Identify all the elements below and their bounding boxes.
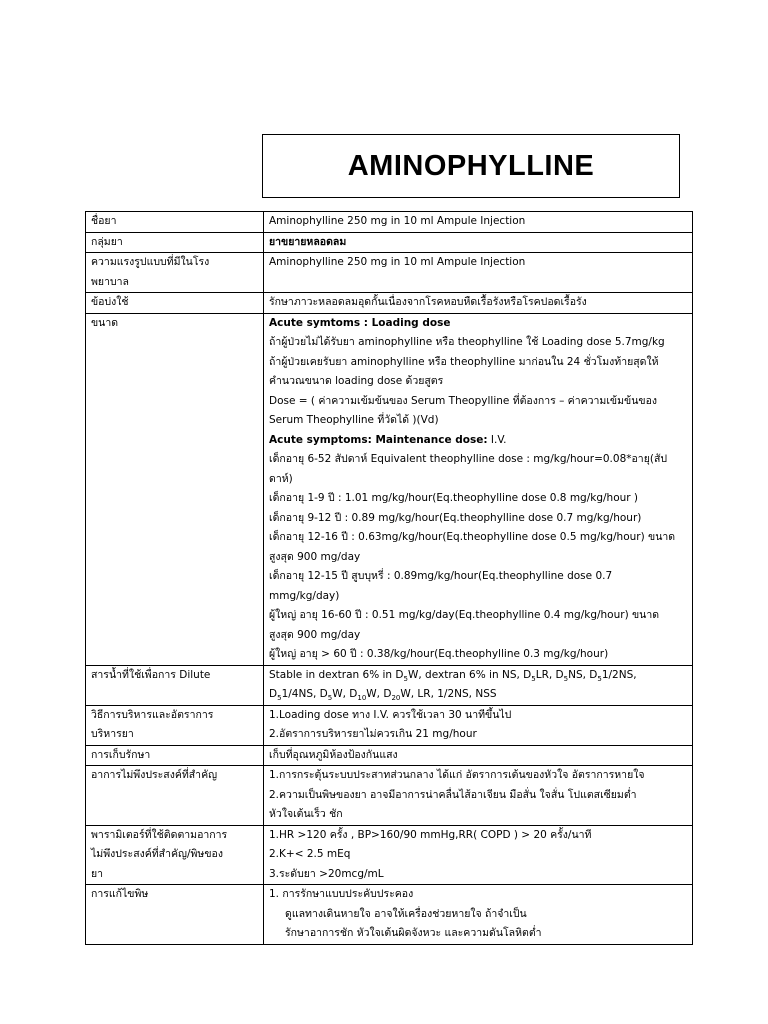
monitor-line: 2.K+< 2.5 mEq	[269, 848, 351, 860]
dose-line: สูงสุด 900 mg/day	[269, 628, 361, 641]
dose-line: Serum Theophylline ที่วัดได้ )(Vd)	[269, 414, 439, 426]
row-strength	[86, 253, 693, 293]
page-title: AMINOPHYLLINE	[347, 149, 595, 182]
dose-line: เด็กอายุ 1-9 ปี : 1.01 mg/kg/hour(Eq.theophylline dose 0.8 mg/kg/hour )	[269, 492, 639, 504]
dose-line: ผู้ใหญ่ อายุ > 60 ปี : 0.38/kg/hour(Eq.theophylline 0.3 mg/kg/hour)	[269, 648, 609, 660]
dose-line: คำนวณขนาด loading dose ด้วยสูตร	[269, 375, 444, 387]
label-dose: ขนาด	[86, 313, 264, 665]
value-adverse-effects	[264, 766, 693, 826]
dose-route: I.V.	[490, 433, 507, 446]
dose-line: เด็กอายุ 12-16 ปี : 0.63mg/kg/hour(Eq.theophylline dose 0.5 mg/kg/hour) ขนาด	[269, 531, 676, 543]
label-admin-line: วิธีการบริหารและอัตราการ	[91, 708, 214, 721]
dose-line: สูงสุด 900 mg/day	[269, 550, 361, 563]
dose-line: Acute symtoms : Loading dose	[269, 316, 451, 329]
value-storage: เก็บที่อุณหภูมิห้องป้องกันแสง	[264, 745, 693, 766]
label-admin-line: บริหารยา	[91, 728, 134, 740]
row-dose	[86, 313, 693, 665]
dose-line: ถ้าผู้ป่วยไม่ได้รับยา aminophylline หรือ theophylline ใช้ Loading dose 5.7mg/kg	[269, 336, 665, 348]
dose-line: ดาห์)	[269, 472, 293, 485]
value-administration	[264, 705, 693, 745]
label-strength-line: ความแรงรูปแบบที่มีในโรง	[91, 256, 210, 268]
value-dose	[264, 313, 693, 665]
admin-line: 2.อัตราการบริหารยาไม่ควรเกิน 21 mg/hour	[269, 728, 477, 740]
label-strength-line: พยาบาล	[91, 275, 129, 288]
label-administration	[86, 705, 264, 745]
value-drug-name: Aminophylline 250 mg in 10 ml Ampule Injection	[264, 212, 693, 233]
row-administration	[86, 705, 693, 745]
monitor-line: 3.ระดับยา >20mcg/mL	[269, 867, 384, 880]
drug-info-table	[85, 211, 693, 945]
dose-line	[269, 431, 687, 451]
dose-heading: Acute symptoms: Maintenance dose:	[269, 433, 488, 446]
row-drug-group	[86, 232, 693, 253]
dose-line: mmg/kg/day)	[269, 589, 340, 602]
dose-line: Dose = ( ค่าความเข้มข้นของ Serum Theopylline ที่ต้องการ – ค่าความเข้มข้นของ	[269, 394, 657, 407]
dose-line: เด็กอายุ 12-15 ปี สูบบุหรี่ : 0.89mg/kg/hour(Eq.theophylline dose 0.7	[269, 570, 613, 582]
label-monitoring	[86, 825, 264, 885]
value-antidote	[264, 885, 693, 945]
adverse-line: 1.การกระตุ้นระบบประสาทส่วนกลาง ได้แก่ อัตราการเต้นของหัวใจ อัตราการหายใจ	[269, 769, 645, 781]
value-drug-group: ยาขยายหลอดลม	[264, 232, 693, 253]
label-antidote: การแก้ไขพิษ	[86, 885, 264, 945]
label-monitor-line: ไม่พึงประสงค์ที่สำคัญ/พิษของ	[91, 848, 223, 860]
value-indication: รักษาภาวะหลอดลมอุดกั้นเนื่องจากโรคหอบหืดเรื้อรังหรือโรคปอดเรื้อรัง	[264, 293, 693, 314]
label-dilute: สารน้ำที่ใช้เพื่อการ Dilute	[86, 665, 264, 705]
label-storage: การเก็บรักษา	[86, 745, 264, 766]
row-adverse-effects	[86, 766, 693, 826]
monitor-line: 1.HR >120 ครั้ง , BP>160/90 mmHg,RR( COPD ) > 20 ครั้ง/นาที	[269, 828, 592, 841]
antidote-line: ดูแลทางเดินหายใจ อาจให้เครื่องช่วยหายใจ ถ้าจำเป็น	[285, 907, 527, 920]
antidote-line: รักษาอาการชัก หัวใจเต้นผิดจังหวะ และความดันโลหิตต่ำ	[285, 927, 542, 939]
title-box	[262, 134, 680, 198]
dose-line: ถ้าผู้ป่วยเคยรับยา aminophylline หรือ theophylline มาก่อนใน 24 ชั่วโมงท้ายสุดให้	[269, 355, 659, 368]
adverse-line: 2.ความเป็นพิษของยา อาจมีอาการน่าคลื่นไส้อาเจียน มือสั่น ใจสั่น โปแตสเซียมต่ำ	[269, 788, 637, 801]
adverse-line: หัวใจเต้นเร็ว ชัก	[269, 808, 343, 820]
label-drug-group: กลุ่มยา	[86, 232, 264, 253]
label-strength	[86, 253, 264, 293]
label-drug-name: ชื่อยา	[86, 212, 264, 233]
dose-line: เด็กอายุ 6-52 สัปดาห์ Equivalent theophylline dose : mg/kg/hour=0.08*อายุ(สัป	[269, 453, 668, 465]
value-monitoring	[264, 825, 693, 885]
row-storage	[86, 745, 693, 766]
row-dilute	[86, 665, 693, 705]
row-monitoring	[86, 825, 693, 885]
dilute-line: $D_51/4NS$, $D_5W$, $D_{10}W$, $D_{20}W$, LR, 1/2NS, NSS	[269, 688, 497, 703]
antidote-line: 1. การรักษาแบบประคับประคอง	[269, 888, 414, 900]
row-drug-name	[86, 212, 693, 233]
admin-line: 1.Loading dose ทาง I.V. ควรใช้เวลา 30 นาทีขึ้นไป	[269, 708, 512, 721]
value-dilute	[264, 665, 693, 705]
label-indication: ข้อบ่งใช้	[86, 293, 264, 314]
label-monitor-line: พารามิเตอร์ที่ใช้ติดตามอาการ	[91, 828, 228, 841]
label-monitor-line: ยา	[91, 867, 104, 880]
dose-line: ผู้ใหญ่ อายุ 16-60 ปี : 0.51 mg/kg/day(Eq.theophylline 0.4 mg/kg/hour) ขนาด	[269, 609, 660, 621]
row-antidote	[86, 885, 693, 945]
row-indication	[86, 293, 693, 314]
value-strength: Aminophylline 250 mg in 10 ml Ampule Injection	[264, 253, 693, 293]
label-adverse-effects: อาการไม่พึงประสงค์ที่สำคัญ	[86, 766, 264, 826]
dose-line: เด็กอายุ 9-12 ปี : 0.89 mg/kg/hour(Eq.theophylline dose 0.7 mg/kg/hour)	[269, 511, 642, 524]
dilute-line: Stable in dextran 6% in $D_5W$, dextran 6% in NS, $D_5LR$, $D_5NS$, $D_51/2NS$,	[269, 668, 637, 683]
